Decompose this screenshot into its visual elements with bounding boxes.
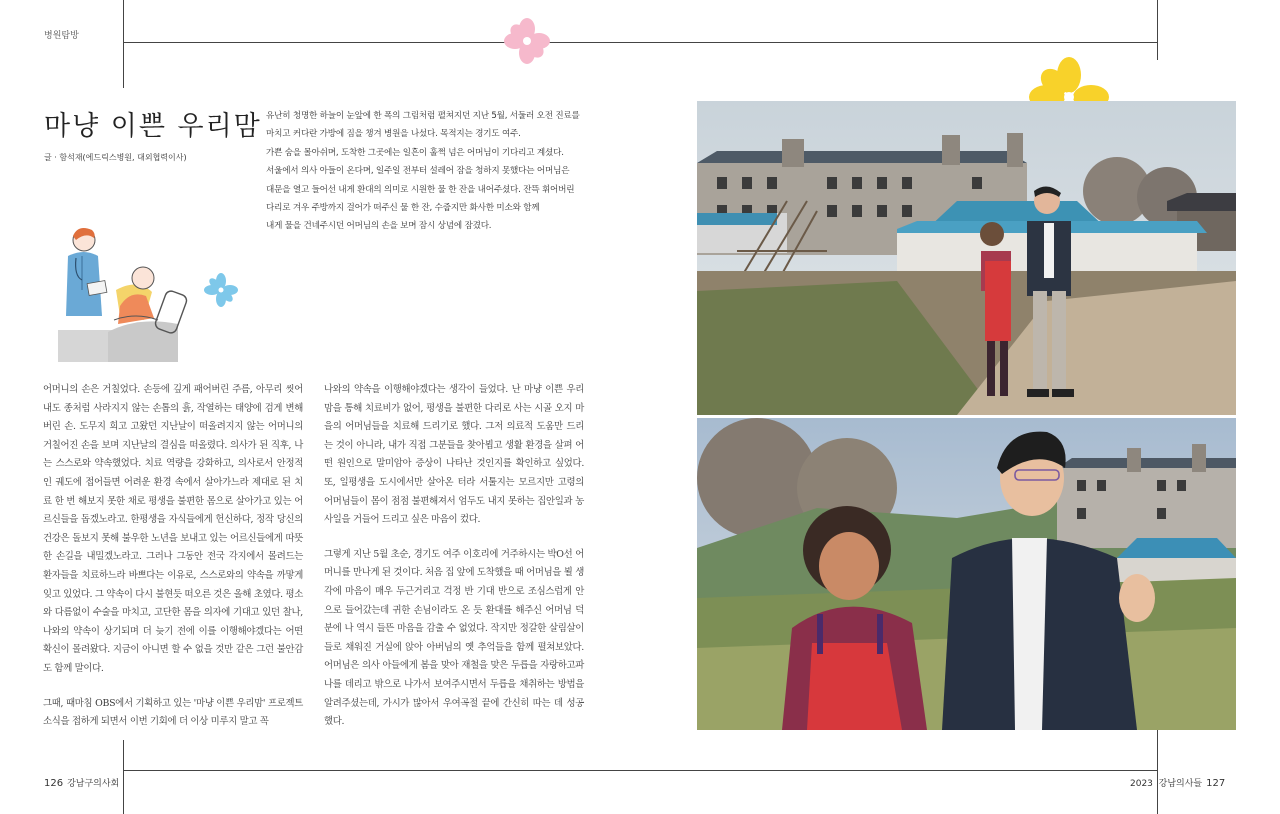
intro-line: 서울에서 의사 아들이 온다며, 일주일 전부터 설레어 잠을 청하지 못했다는 어머님은 bbox=[266, 166, 570, 177]
intro-line: 대문을 열고 들어선 내게 환대의 의미로 시원한 물 한 잔을 내어주셨다. 잔뜩 휘어버린 bbox=[266, 184, 575, 195]
intro-line: 마치고 커다란 가방에 짐을 챙겨 병원을 나섰다. 목적지는 경기도 여주. bbox=[266, 129, 521, 140]
page-title: 마냥 이쁜 우리맘 bbox=[44, 111, 262, 142]
intro-line: 다리로 겨우 주방까지 걸어가 떠주신 물 한 잔, 수줍지만 화사한 미소와 함께 bbox=[266, 203, 540, 214]
pink-flower-icon bbox=[502, 16, 552, 66]
body-paragraph: 그때, 때마침 OBS에서 기획하고 있는 '마냥 이쁜 우리맘' 프로젝트 소식을 접하게 되면서 이번 기회에 더 이상 미루지 말고 꼭 bbox=[43, 697, 303, 728]
page-number-right: 127 bbox=[1206, 778, 1226, 789]
intro-paragraph bbox=[266, 107, 590, 236]
body-paragraph: 어머니의 손은 거칠었다. 손등에 깊게 패어버린 주름, 아무리 씻어내도 종처럼 사라지지 않는 손톱의 흙, 작열하는 태양에 검게 변해버린 손. 도무지 희고 고왔던 지난날이 떠올려지지 않는 어머니의 거칠어진 손을 보며 지난날의 결심을 떠올렸다. 의사가 된 직후, 나는 스스로와 약속했었다. 치료 역량을 강화하고, 의사로서 안정적인 궤도에 접어들면 어려운 환경 속에서 살아가느라 제대로 된 치료 한 번 해보지 못한 채로 평생을 불편한 몸으로 살아가고 있는 어르신들을 돕겠노라고. 한평생을 자식들에게 헌신하다, 정작 당신의 건강은 돌보지 못해 불우한 노년을 보내고 있는 어르신들에게 따뜻한 손길을 내밀겠노라고. 그러나 그동안 전국 각지에서 몰려드는 환자들을 치료하느라 바쁘다는 이유로, 스스로와의 약속을 까맣게 잊고 있었다. 그 약속이 다시 불현듯 떠오른 것은 올해 초였다. 평소와 다름없이 수술을 마치고, 고단한 몸을 의자에 기대고 있던 찰나, 나와의 약속이 상기되며 더 늦기 전에 이를 이행해야겠다는 어떤 확신이 몰려왔다. 지금이 아니면 할 수 없을 것만 같은 그런 불안감도 함께 말이다. bbox=[43, 384, 303, 674]
photo-walking-with-mother bbox=[697, 101, 1236, 415]
photo-smiling-portrait bbox=[697, 418, 1236, 730]
frame-line-left-bottom bbox=[123, 740, 124, 814]
footer-left-name: 강남구의사회 bbox=[67, 779, 120, 789]
page-number-left: 126 bbox=[44, 778, 64, 789]
footer-year: 2023 bbox=[1130, 779, 1153, 789]
doctor-patient-illustration bbox=[48, 220, 190, 366]
frame-line-top bbox=[123, 42, 1157, 43]
intro-line: 유난히 청명한 하늘이 눈앞에 한 폭의 그림처럼 펼쳐지던 지난 5월, 서둘러 오전 진료를 bbox=[266, 111, 580, 121]
frame-line-left bbox=[123, 0, 124, 88]
footer-right-name: 강남의사들 bbox=[1158, 779, 1203, 789]
body-paragraph: 그렇게 지난 5월 초순, 경기도 여주 이호리에 거주하시는 박O선 어머니를 만나게 된 것이다. 처음 집 앞에 도착했을 때 어머님을 뵐 생각에 마음이 매우 두근거리고 걱정 반 기대 반으로 조심스럽게 안으로 들어갔는데 귀한 손님이라도 온 듯 환대를 해주신 어머님 덕분에 나 역시 들뜬 마음을 감출 수 없었다. 작지만 정갈한 살림살이들로 채워진 거실에 앉아 아버님의 옛 추억들을 함께 펼쳐보았다. 어머님은 의사 아들에게 봄을 맞아 재철을 맞은 두릅을 자랑하고파 나를 데리고 밖으로 나가서 보여주시면서 두릅을 채취하는 방법을 알려주셨는데, 가시가 많아서 우여곡절 끝에 간신히 따는 데 성공했다. bbox=[324, 548, 584, 728]
body-column-right bbox=[324, 381, 584, 748]
body-column-left bbox=[43, 381, 303, 748]
byline: 글 · 함석재(에드릭스병원, 대외협력이사) bbox=[44, 153, 187, 162]
section-tag: 병원탐방 bbox=[44, 31, 79, 41]
frame-line-right bbox=[1157, 0, 1158, 60]
footer-right bbox=[1130, 776, 1225, 789]
frame-line-right-bottom bbox=[1157, 730, 1158, 814]
body-paragraph: 나와의 약속을 이행해야겠다는 생각이 들었다. 난 마냥 이쁜 우리맘을 통해 치료비가 없어, 평생을 불편한 다리로 사는 시골 오지 마을의 어머님들을 치료해 드리기로 했다. 그저 의료적 도움만 드리는 것이 아니라, 내가 직접 그분들을 찾아뵙고 생활 환경을 살펴 어떤 원인으로 말미암아 증상이 나타난 것인지를 확인하고 싶었다. 또, 일평생을 도시에서만 살아온 터라 서툴지는 모르지만 고령의 어머님들이 몸이 점점 불편해져서 엄두도 내지 못하는 집안일과 농사일을 거들어 드리고 싶은 마음이 컸다. bbox=[324, 384, 584, 526]
small-blue-flower-icon bbox=[204, 273, 238, 307]
intro-line: 가쁜 숨을 몰아쉬며, 도착한 그곳에는 일흔이 훌쩍 넘은 어머님이 기다리고 계셨다. bbox=[266, 147, 564, 158]
footer-left bbox=[44, 776, 119, 789]
frame-line-bottom bbox=[123, 770, 1157, 771]
intro-line: 내게 물을 건네주시던 어머님의 손을 보며 잠시 상념에 잠겼다. bbox=[266, 221, 492, 232]
